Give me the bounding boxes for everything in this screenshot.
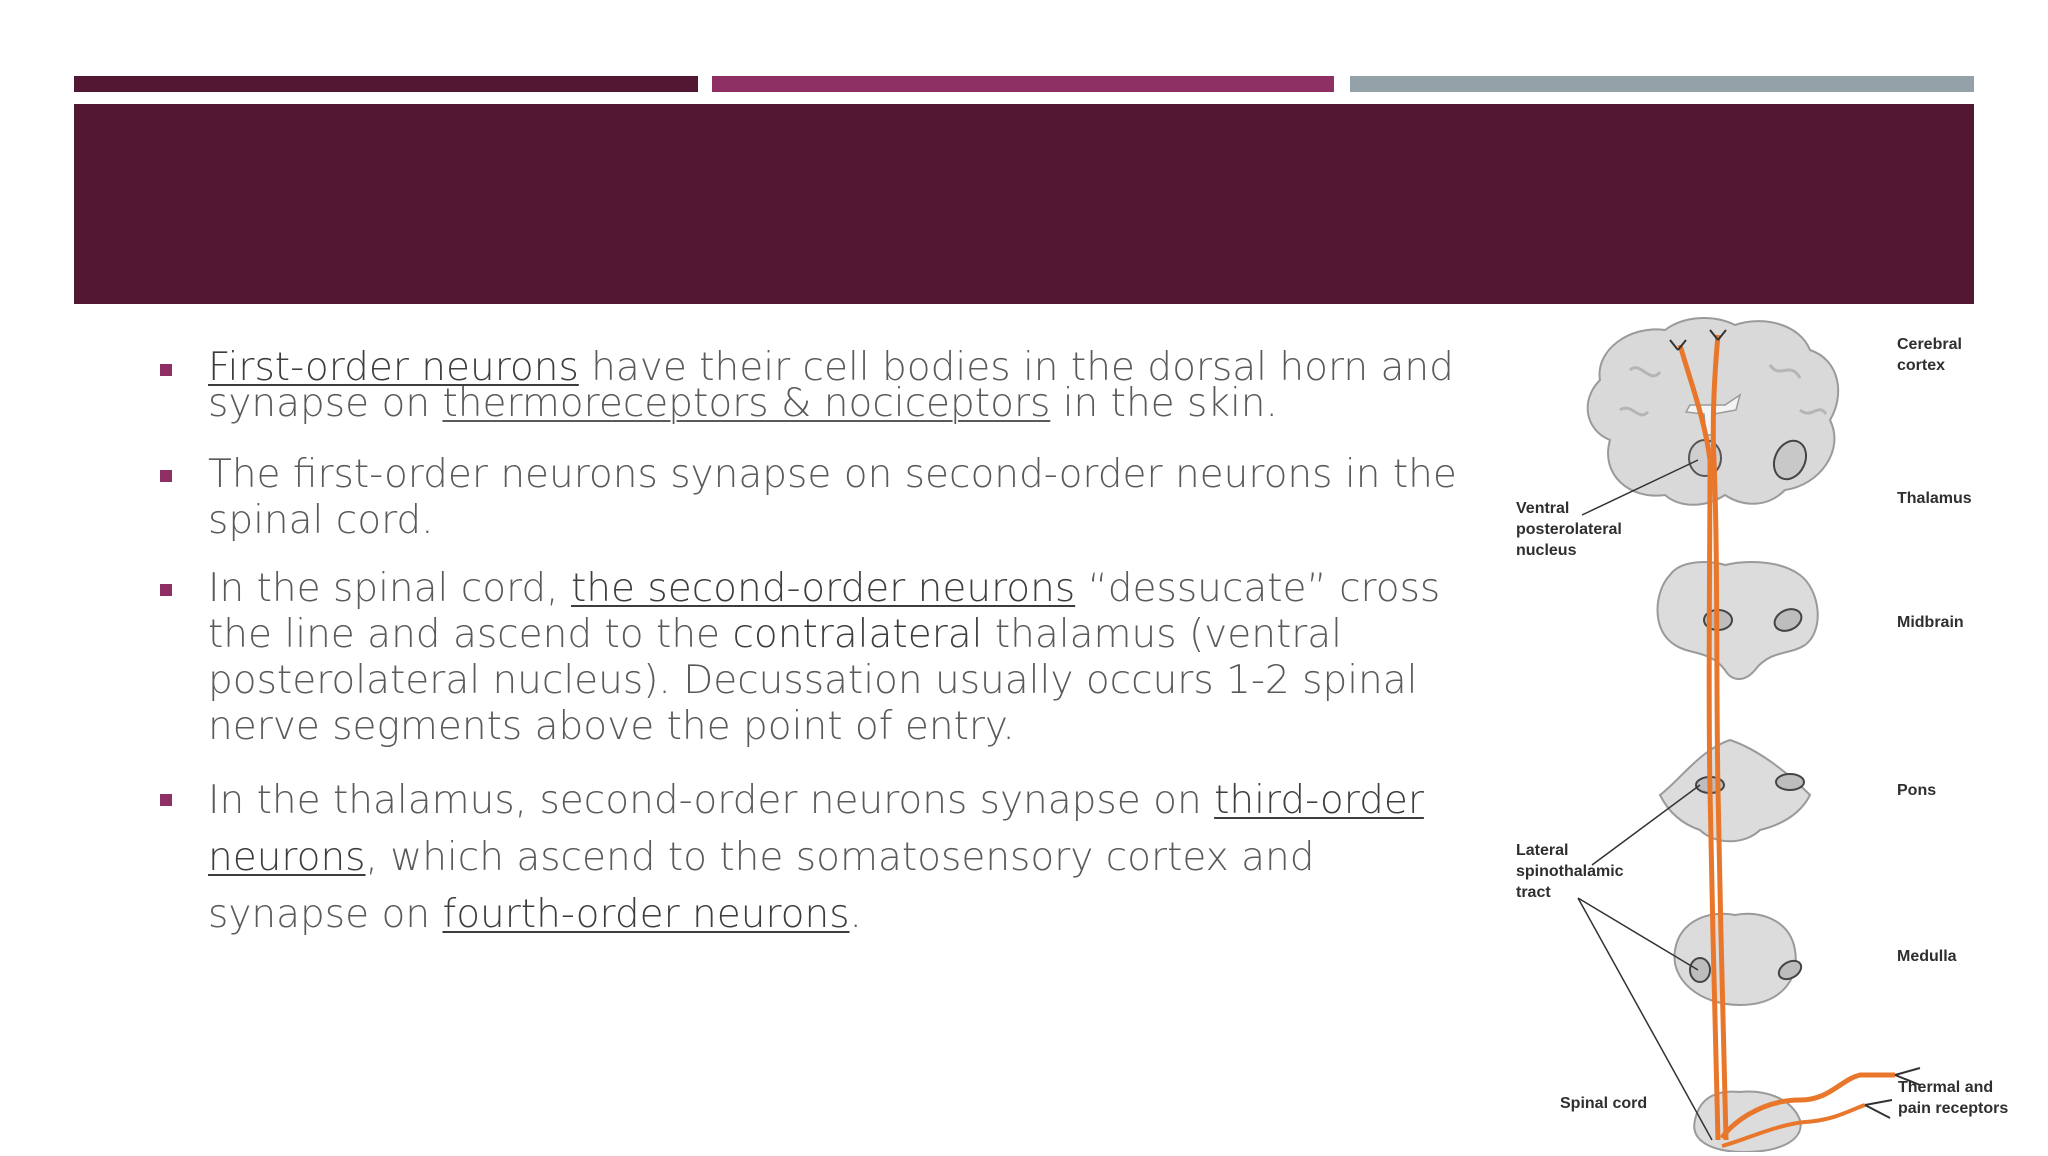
- bullet-text: [208, 778, 1424, 937]
- label-midbrain: Midbrain: [1897, 614, 1964, 631]
- label-lateral-spinothalamic-tract: Lateral spinothalamic tract: [1516, 842, 1624, 901]
- bullet-text-run: .: [849, 892, 862, 937]
- label-thalamus: Thalamus: [1897, 490, 1972, 507]
- bullet-emphasis-link: third-order neurons: [208, 778, 1424, 880]
- bullet-text-run: , which ascend to the somatosensory cortex and synapse on: [208, 835, 1315, 937]
- bullet-text-run: “dessucate” cross the line and ascend to the: [208, 566, 1441, 657]
- square-bullet-icon: [160, 584, 172, 596]
- accent-bar-dark: [74, 76, 698, 92]
- square-bullet-icon: [160, 470, 172, 482]
- bullet-emphasis-strong: contralateral: [732, 612, 983, 657]
- bullet-text-run: have their cell bodies in the dorsal horn and synapse on: [208, 345, 1454, 426]
- accent-bar-magenta: [712, 76, 1334, 92]
- bullet-item: [150, 452, 1480, 544]
- bullet-text-run: thalamus (ventral posterolateral nucleus). Decussation usually occurs 1-2 spinal nerve segments above the point of entry.: [208, 612, 1418, 749]
- label-pons: Pons: [1897, 782, 1937, 799]
- pathway-illustration: [1500, 310, 2030, 1152]
- square-bullet-icon: [160, 364, 172, 376]
- bullet-emphasis-link: First-order neurons: [208, 345, 579, 390]
- label-vpl-nucleus: Ventral posterolateral nucleus: [1516, 500, 1622, 559]
- bullet-text-run: The first-order neurons synapse on second-order neurons in the spinal cord.: [208, 452, 1457, 543]
- medulla-section: [1674, 914, 1795, 1005]
- bullet-text-run: in the skin.: [1050, 381, 1278, 426]
- bullet-item: [150, 566, 1480, 750]
- title-band: [74, 104, 1974, 304]
- bullet-emphasis-link: fourth-order neurons: [442, 892, 850, 937]
- square-bullet-icon: [160, 794, 172, 806]
- bullet-list: [150, 345, 1480, 943]
- bullet-text-run: In the spinal cord,: [208, 566, 571, 611]
- bullet-text: [208, 345, 1454, 426]
- label-receptors: Thermal and pain receptors: [1898, 1079, 2009, 1117]
- label-spinal-cord: Spinal cord: [1560, 1095, 1648, 1112]
- spinothalamic-pathway-diagram: [1500, 310, 2030, 1152]
- bullet-text-run: In the thalamus, second-order neurons synapse on: [208, 778, 1215, 823]
- bullet-item: [150, 772, 1480, 943]
- accent-bar-gray: [1350, 76, 1974, 92]
- bullet-text: [208, 566, 1440, 749]
- bullet-emphasis-link-light: thermoreceptors & nociceptors: [442, 381, 1051, 426]
- bullet-emphasis-link: the second-order neurons: [570, 566, 1076, 611]
- bullet-item: [150, 345, 1480, 426]
- label-cerebral-cortex: Cerebral cortex: [1897, 336, 1962, 374]
- bullet-text: [208, 452, 1457, 543]
- label-medulla: Medulla: [1897, 948, 1957, 965]
